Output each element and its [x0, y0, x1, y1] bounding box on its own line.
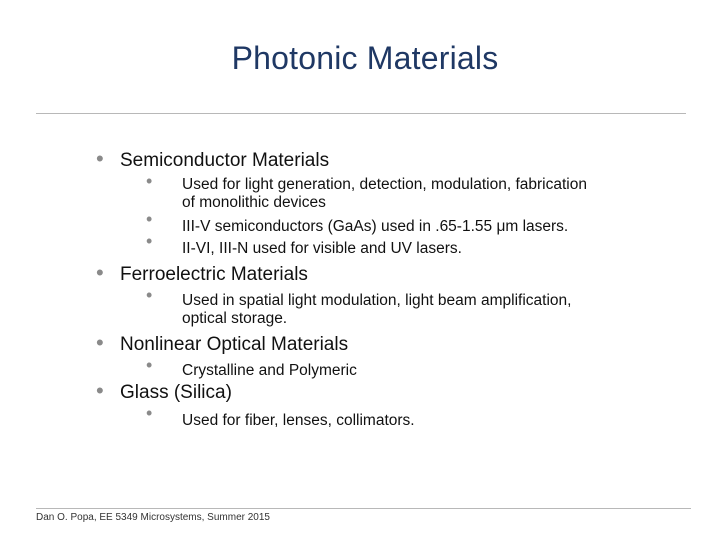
bullet-icon: • — [146, 209, 153, 229]
footer-text: Dan O. Popa, EE 5349 Microsystems, Summer 2015 — [36, 512, 270, 523]
sub-bullet-item — [182, 292, 571, 328]
bullet-icon: • — [96, 330, 104, 355]
bullet-icon: • — [96, 146, 104, 171]
sub-bullet-line: II-VI, III-N used for visible and UV lasers. — [182, 240, 462, 257]
bullet-icon: • — [146, 171, 153, 191]
sub-bullet-line: of monolithic devices — [182, 194, 326, 211]
slide-title: Photonic Materials — [231, 40, 499, 76]
bullet-item-semiconductor: Semiconductor Materials — [120, 150, 330, 171]
sub-bullet-item — [182, 240, 462, 258]
sub-bullet-line: III-V semiconductors (GaAs) used in .65-1.55 μm lasers. — [182, 218, 569, 235]
bullet-item-ferroelectric: Ferroelectric Materials — [120, 264, 308, 285]
bullet-icon: • — [146, 355, 153, 375]
bullet-icon: • — [96, 260, 104, 285]
sub-bullet-item — [182, 412, 415, 430]
sub-bullet-line: Used for light generation, detection, modulation, fabrication — [182, 176, 587, 193]
bullet-icon: • — [146, 403, 153, 423]
bullet-item-nonlinear: Nonlinear Optical Materials — [120, 334, 349, 355]
sub-bullet-item — [182, 176, 587, 212]
sub-bullet-line: optical storage. — [182, 310, 288, 327]
footer-divider — [36, 508, 691, 509]
sub-bullet-line: Crystalline and Polymeric — [182, 362, 357, 379]
sub-bullet-line: Used for fiber, lenses, collimators. — [182, 412, 415, 429]
sub-bullet-item — [182, 362, 357, 380]
sub-bullet-line: Used in spatial light modulation, light beam amplification, — [182, 292, 572, 309]
bullet-icon: • — [146, 231, 153, 251]
bullet-item-glass: Glass (Silica) — [120, 382, 232, 403]
bullet-icon: • — [96, 378, 104, 403]
bullet-icon: • — [146, 285, 153, 305]
sub-bullet-item — [182, 218, 568, 236]
